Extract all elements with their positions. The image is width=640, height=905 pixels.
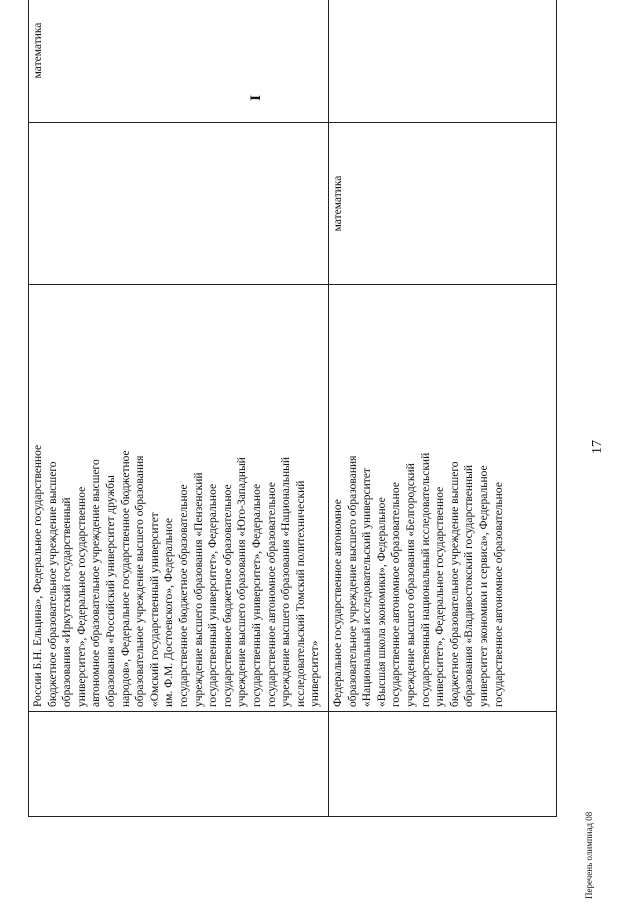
organizers-line: университет», Федеральное государственное: [434, 486, 447, 707]
table-row: [29, 0, 329, 817]
organizers-line: университет», Федеральное государственное: [75, 486, 88, 707]
organizers-line: образования «Российский университет дружбы: [104, 475, 117, 707]
table-cell-subject: [29, 123, 329, 285]
organizers-text: [31, 289, 323, 707]
organizers-line: бюджетное образовательное учреждение высшего: [448, 461, 461, 707]
organizers-line: учреждение высшего образования «Юго-Западный: [236, 457, 249, 707]
organizers-line: государственное автономное образовательное: [390, 482, 403, 707]
organizers-line: государственный университет», Федеральное: [207, 483, 220, 707]
organizers-line: образования «Владивостокский государственный: [463, 464, 476, 707]
organizers-line: «Омский государственный университет: [148, 512, 161, 707]
organizers-line: исследовательский Томский политехнический: [294, 480, 307, 707]
table-cell-subject-profile: математика: [29, 0, 329, 123]
organizers-line: бюджетное образовательное учреждение высшего: [46, 461, 59, 707]
footer-note: Перечень олимпиад 08: [584, 811, 594, 899]
organizers-line: народов», Федеральное государственное бюджетное: [119, 450, 132, 707]
organizers-line: университет экономики и сервиса», Федеральное: [477, 465, 490, 707]
organizers-line: государственное бюджетное образовательное: [177, 484, 190, 707]
table-cell-number: [29, 712, 329, 817]
organizers-line: учреждение высшего образования «Национальный: [280, 457, 293, 707]
organizers-line: государственное автономное образовательное: [492, 482, 505, 707]
table-cell-subject: математика: [329, 123, 557, 285]
organizers-line: учреждение высшего образования «Пензенский: [192, 472, 205, 707]
table-cell-subject-profile: [329, 0, 557, 123]
organizers-line: образовательное учреждение высшего образования: [346, 455, 359, 707]
organizers-line: «Высшая школа экономики», Федеральное: [375, 497, 388, 707]
olympiad-table: [28, 0, 557, 817]
table-row: [329, 0, 557, 817]
organizers-line: образовательное учреждение высшего образования: [134, 455, 147, 707]
table-cell-number: [329, 712, 557, 817]
organizers-line: государственное бюджетное образовательное: [221, 484, 234, 707]
organizers-line: автономное образовательное учреждение высшего: [90, 459, 103, 707]
table-cell-organizers: [329, 285, 557, 712]
organizers-line: государственное автономное образовательное: [265, 482, 278, 707]
organizers-line: государственный национальный исследовательский: [419, 452, 432, 707]
organizers-line: им. Ф.М. Достоевского», Федеральное: [163, 518, 176, 707]
organizers-line: государственный университет», Федеральное: [250, 483, 263, 707]
organizers-line: образования «Иркутский государственный: [61, 497, 74, 707]
organizers-line: учреждение высшего образования «Белгородский: [404, 463, 417, 707]
organizers-line: «Национальный исследовательский университет: [361, 468, 374, 707]
organizers-line: России Б.Н. Ельцина», Федеральное государственное: [32, 444, 44, 707]
page-number: 17: [590, 440, 605, 454]
organizers-text: [331, 289, 506, 707]
organizers-line: университет»: [309, 640, 322, 707]
organizers-line: Федеральное государственное автономное: [332, 499, 344, 707]
table-cell-organizers: [29, 285, 329, 712]
olympiad-degree: I: [248, 95, 264, 101]
